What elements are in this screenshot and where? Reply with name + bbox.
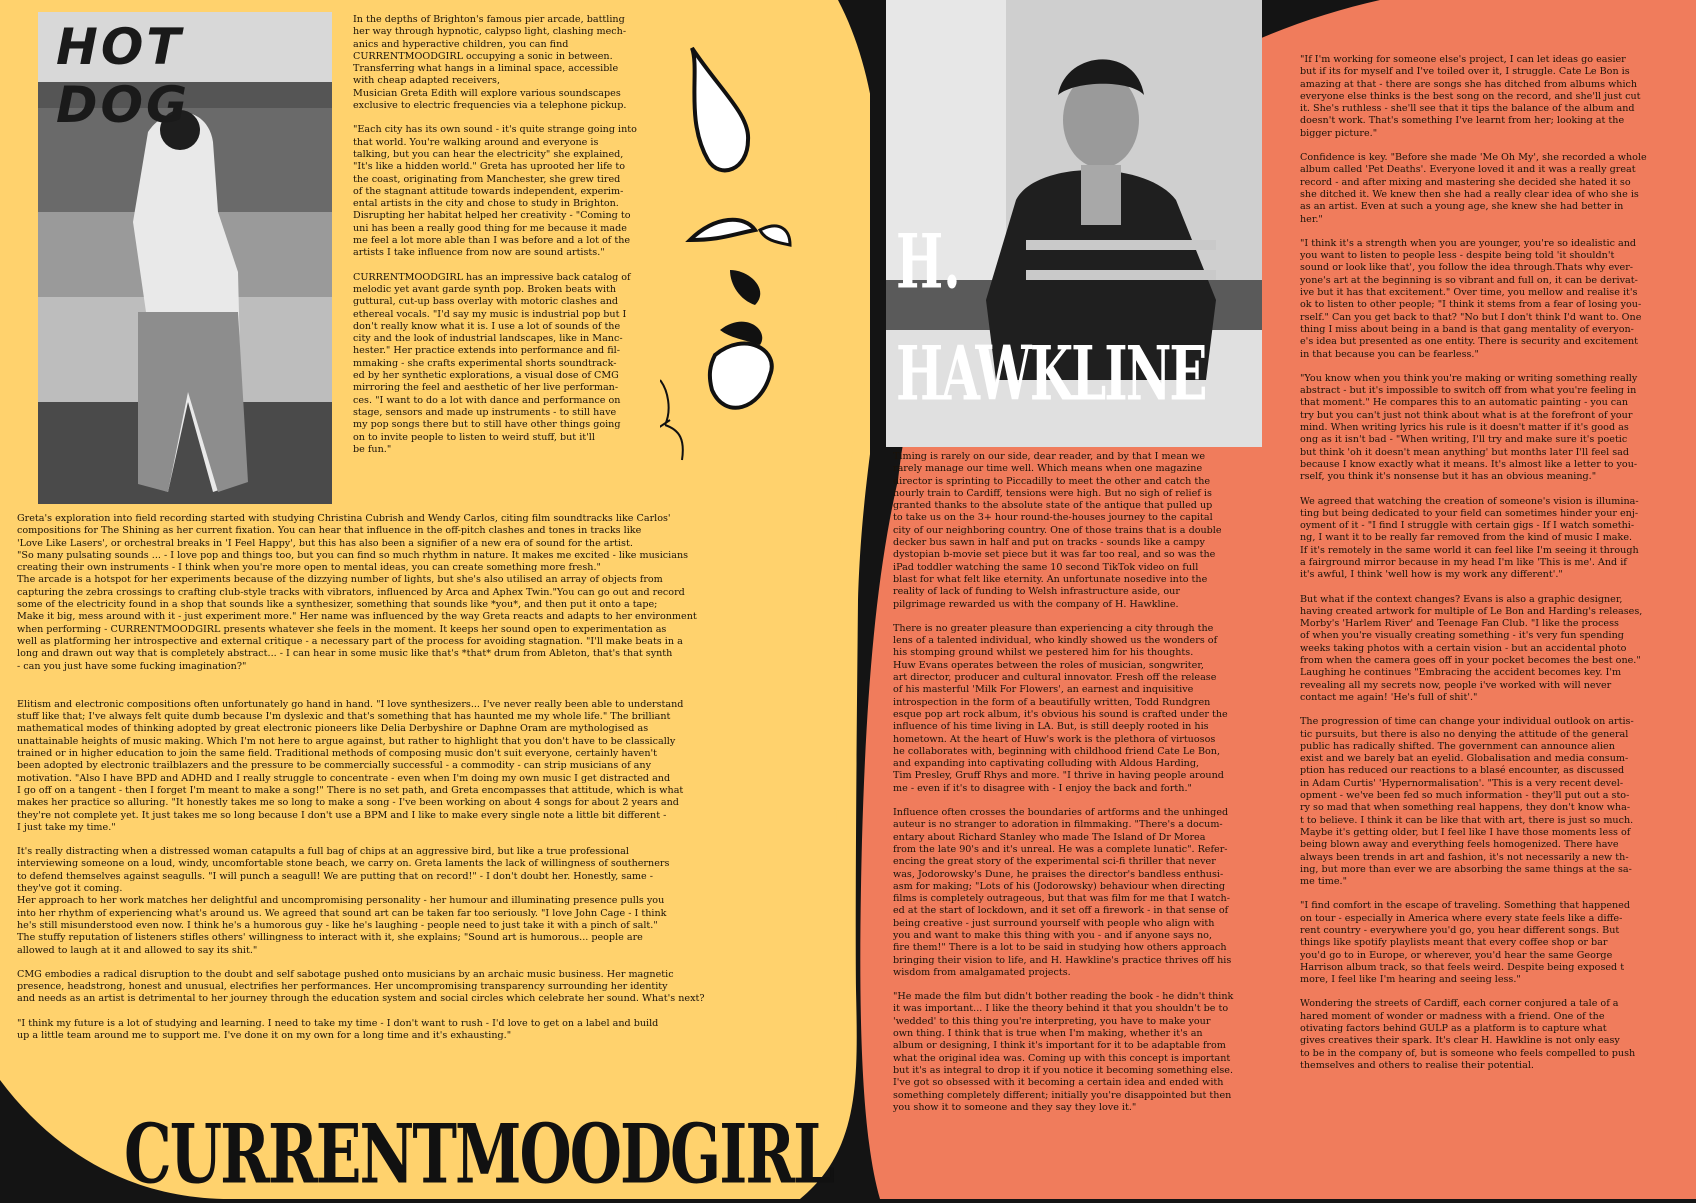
article-title-right-line1: H. xyxy=(896,217,961,306)
body-paragraph: "I think my future is a lot of studying and learning. I need to take my time - I don't want to rush - I'd love to get on a label and build up a little team around me to support me. I've done it on my own for a long time and it's exhausting." xyxy=(17,1017,659,1041)
body-paragraph: Greta's exploration into field recording started with studying Christina Cubrish and Wendy Carlos, citing film soundtracks like Carlos' compositions for The Shining as her current fixation. You can hear that influence in the off-pitch clashes and tones in tracks like 'Love Like Lasers', or orchestral breaks in 'I Feel Happy', but this has also been a signifier of a new era of sound for the artist. "So many pulsating sounds ... - I love pop and things too, but you can find so much rhythm in nature. It makes me excited - like musicians creating their own instruments - I think when you're more open to mental ideas, you can create something more fresh." The arcade is a hotspot for her experiments because of the dizzying number of lights, but she's also utilised an array of objects from capturing the zebra crossings to crafting club-style tracks with vibrators, influenced by Arca and Aphex Twin."You can go out and record some of the electricity found in a shop that sounds like a synthesizer, something that sounds like *you*, and then put it onto a tape; Make it big, mess around with it - just experiment more." Her name was influenced by the way Greta reacts and adapts to her environment when performing - CURRENTMOODGIRL presents whatever she feels in the moment. It keeps her sound open to experimentation as well as platforming her introspective and external critique - a necessary part of the process for avoiding stagnation. "I'll make beats in a long and drawn out way that is completely abstract... - I can hear in some music like that's *that* drum from Ableton, that's that synth - can you just have some fucking imagination?" xyxy=(17,513,697,672)
body-paragraph: There is no greater pleasure than experiencing a city through the lens of a talented individual, who kindly showed us the wonders of his stomping ground whilst we pestered him for his thoughts. Huw Evans operates between the roles of musician, songwriter, art director, producer and cultural innovator. Fresh off the release of his masterful 'Milk For Flowers', an earnest and inquisitive introspection in the form of a beautifully written, Todd Rundgren esque pop art rock album, it's obvious his sound is crafted under the influence of his time living in LA. But, is still deeply rooted in his hometown. At the heart of Huw's work is the plethora of virtuosos he collaborates with, beginning with childhood friend Cate Le Bon, and expanding into captivating colluding with Aldous Harding, Tim Presley, Gruff Rhys and more. "I thrive in having people around me - even if it's to disagree with - I enjoy the back and forth." xyxy=(893,622,1228,794)
body-paragraph: Wondering the streets of Cardiff, each corner conjured a tale of a hared moment of wonder or madness with a friend. One of the otivating factors behind GULP as a platform is to capture what gives creatives their spark. It's clear H. Hawkline is not only easy to be in the company of, but is someone who feels compelled to push themselves and others to realise their potential. xyxy=(1300,998,1636,1071)
face-line-drawing xyxy=(660,30,850,500)
intro-paragraph: CURRENTMOODGIRL has an impressive back catalog of melodic yet avant garde synth pop. Broken beats with guttural, cut-up bass overlay with motoric clashes and ethereal vocals. "I'd say my music is industrial pop but I don't really know what it is. I use a lot of sounds of the city and the look of industrial landscapes, like in Manc- hester." Her practice extends into performance and fil- mmaking - she crafts experimental shorts soundtrack- ed by her synthetic explorations, a visual dose of CMG mirroring the feel and aesthetic of her live performan- ces. "I want to do a lot with dance and performance on stage, sensors and made up instruments - to still have my pop songs there but to still have other things going on to invite people to listen to weird stuff, but it'll be fun." xyxy=(353,271,631,455)
body-paragraph: "You know when you think you're making or writing something really abstract - but it's impossible to switch off from what you're feeling in that moment." He compares this to an automatic painting - you can try but you can't just not think about what is at the forefront of your mind. When writing lyrics his rule is it doesn't matter if it's good as ong as it isn't bad - "When writing, I'll try and make sure it's poetic but think 'oh it doesn't mean anything' but months later I'll feel sad because I know exactly what it means. It's almost like a letter to you- rself, you think it's nonsense but it has an obvious meaning." xyxy=(1300,372,1638,483)
body-paragraph: "I find comfort in the escape of traveling. Something that happened on tour - especially in America where every state feels like a diffe- rent country - everywhere you'd go, you hear different songs. But things like spotify playlists meant that every coffee shop or bar you'd go to in Europe, or wherever, you'd hear the same George Harrison album track, so that feels weird. Despite being exposed t more, I feel like I'm hearing and seeing less." xyxy=(1300,900,1631,986)
intro-column xyxy=(353,14,663,468)
body-paragraph: "He made the film but didn't bother reading the book - he didn't think it was important... I like the theory behind it that you shouldn't be to 'wedded' to this thing you're interpreting, you have to make your own thing. I think that is true when I'm making, whether it's an album or designing, I think it's important for it to be adaptable from what the original idea was. Coming up with this concept is important but it's as integral to drop it if you notice it becoming something else. I've got so obsessed with it becoming a certain idea and ended with something completely different; initially you're disappointed but then you show it to someone and they say they love it." xyxy=(893,991,1234,1113)
intro-paragraph: "Each city has its own sound - it's quite strange going into that world. You're walking around and everyone is talking, but you can hear the electricity" she explained, "It's like a hidden world." Greta has uprooted her life to the coast, originating from Manchester, she grew tired of the stagnant attitude towards independent, experim- ental artists in the city and chose to study in Brighton. Disrupting her habitat helped her creativity - "Coming to uni has been a really good thing for me because it made me feel a lot more able than I was before and a lot of the artists I take influence from now are sound artists." xyxy=(353,124,637,259)
article-title-left: CURRENTMOODGIRL xyxy=(124,1108,834,1203)
body-paragraph: Elitism and electronic compositions often unfortunately go hand in hand. "I love synthesizers... I've never really been able to understand stuff like that; I've always felt quite dumb because I'm dyslexic and that's something that has haunted me my whole life." The brilliant mathematical modes of thinking adopted by great electronic pioneers like Delia Derbyshire or Daphne Oram are mythologised as unattainable heights of music making. Which I'm not here to argue against, but rather to highlight that you don't have to be classically trained or in higher education to join the same field. Traditional methods of composing music don't suit everyone, certainly haven't been adopted by electronic trailblazers and the pressure to be commercially successful - a commodity - can strip musicians of any motivation. "Also I have BPD and ADHD and I really struggle to concentrate - even when I'm doing my own music I get distracted and I go off on a tangent - then I forget I'm meant to make a song!" There is no set path, and Greta encompasses that attitude, which is what makes her practice so alluring. "It honestly takes me so long to make a song - I've been working on about 4 songs for about 2 years and they're not complete yet. It just takes me so long because I don't use a BPM and I like to make every single note a little bit different - I just take my time." xyxy=(17,698,684,833)
body-column xyxy=(17,513,827,1054)
body-paragraph: It's really distracting when a distressed woman catapults a full bag of chips at an aggressive bird, but like a true professional interviewing someone on a loud, windy, uncomfortable stone beach, we carry on. Greta laments the lack of willingness of southerners to defend themselves against seagulls. "I will punch a seagull! We are putting that on record!" - I don't doubt her. Honestly, same - they've got it coming. Her approach to her work matches her delightful and uncompromising personality - her humour and illuminating presence pulls you into her rhythm of experiencing what's around us. We agreed that sound art can be taken far too seriously. "I love John Cage - I think he's still misunderstood even now. I think he's a humorous guy - like he's laughing - people need to just take it with a pinch of salt." The stuffy reputation of listeners stifles others' willingness to interact with it, she explains; "Sound art is humorous... people are allowed to laugh at it and allowed to say its shit." xyxy=(17,846,670,956)
body-paragraph: "If I'm working for someone else's project, I can let ideas go easier but if its for myself and I've toiled over it, I struggle. Cate Le Bon is amazing at that - there are songs she has ditched from albums which everyone else thinks is the best song on the record, and she'll just cut it. She's ruthless - she'll see that it tips the balance of the album and doesn't work. That's something I've learnt from her; looking at the bigger picture." xyxy=(1300,54,1641,139)
body-paragraph: Influence often crosses the boundaries of artforms and the unhinged auteur is no stranger to adoration in filmmaking. "There's a docum- entary about Richard Stanley who made The Island of Dr Morea from the late 90's and it's unreal. He was a complete lunatic". Refer- encing the great story of the experimental sci-fi thriller that never was, Jodorowsky's Dune, he praises the director's bandless enthusi- asm for making; "Lots of his (Jodorowsky) behaviour when directing films is completely outrageous, but that was film for me that I watch- ed at the start of lockdown, and it set off a firework - in that sense of being creative - just surround yourself with people who align with you and want to make this thing with you - and if anyone says no, fire them!" There is a lot to be said in studying how others approach bringing their vision to life, and H. Hawkline's practice thrives off his wisdom from amalgamated projects. xyxy=(893,807,1232,978)
body-paragraph: But what if the context changes? Evans is also a graphic designer, having created artwork for multiple of Le Bon and Harding's releases, Morby's 'Harlem River' and Teenage Fan Club. "I like the process of when you're visually creating something - it's very fun spending weeks taking photos with a certain vision - but an accidental photo from when the camera goes off in your pocket becomes the best one." Laughing he continues "Embracing the accident becomes key. I'm revealing all my secrets now, people i've worked with will never contact me again! 'He's full of shit'." xyxy=(1300,593,1643,703)
hot-dog-sign: HOT DOG xyxy=(56,18,191,134)
body-paragraph: We agreed that watching the creation of someone's vision is illumina- ting but being dedicated to your field can sometimes hinder your enj- oyment of it - "I find I struggle with certain gigs - If I watch somethi- ng, I want it to be really far removed from the kind of music I make. If it's remotely in the same world it can feel like I'm seeing it through a fairground mirror because in my head I'm like 'This is me'. And if it's awful, I think 'well how is my work any different'." xyxy=(1300,495,1639,581)
article-title-right-line2: HAWKLINE xyxy=(896,329,1206,418)
body-paragraph: Confidence is key. "Before she made 'Me Oh My', she recorded a whole album called 'Pet Deaths'. Everyone loved it and it was a really great record - and after mixing and mastering she decided she hated it so she ditched it. We knew then she had a really clear idea of who she is as an artist. Even at such a young age, she knew she had better in her." xyxy=(1300,152,1647,225)
hawkline-column-2 xyxy=(1300,54,1692,1084)
body-paragraph: "I think it's a strength when you are younger, you're so idealistic and you want to listen to people less - despite being told 'it shouldn't sound or look like that', you follow the idea through.Thats why ever- yone's art at the beginning is so vibrant and full on, it can be derivat- ive but it has that excitement." Over time, you mellow and realise it's ok to listen to other people; "I think it stems from a fear of losing you- rself." Can you get back to that? "No but I don't think I'd want to. One thing I miss about being in a band is that gang mentality of everyon- e's idea but presented as one entity. There is security and excitement in that because you can be fearless." xyxy=(1300,237,1642,360)
arcade-photo xyxy=(38,12,332,504)
intro-paragraph: In the depths of Brighton's famous pier arcade, battling her way through hypnotic, calypso light, clashing mech- anics and hyperactive children, you can find CURRENTMOODGIRL occupying a sonic in between. Transferring what hangs in a liminal space, accessible with cheap adapted receivers, Musician Greta Edith will explore various soundscapes exclusive to electric frequencies via a telephone pickup. xyxy=(353,14,627,112)
body-paragraph: CMG embodies a radical disruption to the doubt and self sabotage pushed onto musicians by an archaic music business. Her magnetic presence, headstrong, honest and unusual, electrifies her performances. Her uncompromising transparency surrounding her identity and needs as an artist is detrimental to her journey through the education system and social circles which celebrate her sound. What's next? xyxy=(17,968,705,1005)
body-paragraph: Timing is rarely on our side, dear reader, and by that I mean we rarely manage our time well. Which means when one magazine director is sprinting to Piccadilly to meet the other and catch the hourly train to Cardiff, tensions were high. But no sigh of relief is granted thanks to the absolute state of the antique that pulled up to take us on the 3+ hour round-the-houses journey to the capital city of our neighboring country. One of those trains that is a double decker bus sawn in half and put on tracks - sounds like a campy dystopian b-movie set piece but it was far too real, and so was the iPad toddler watching the same 10 second TikTok video on full blast for what felt like eternity. An unfortunate nosedive into the reality of lack of funding to Welsh infrastructure aside, our pilgrimage rewarded us with the company of H. Hawkline. xyxy=(893,451,1222,610)
body-paragraph: The progression of time can change your individual outlook on artis- tic pursuits, but there is also no denying the attitude of the general public has radically shifted. The government can announce alien exist and we barely bat an eyelid. Globalisation and media consum- ption has reduced our reactions to a blasé encounter, as discussed in Adam Curtis' 'Hypernormalisation'. "This is a very recent devel- opment - we've been fed so much information - they'll put out a sto- ry so mad that when something real happens, they don't know wha- t to believe. I think it can be like that with art, there is just so much. Maybe it's getting older, but I feel like I have those moments less of being blown away and everything feels homogenized. There have always been trends in art and fashion, it's not necessarily a new th- ing, but more than ever we are absorbing the same things at the sa- me time." xyxy=(1300,716,1634,888)
hawkline-column-1 xyxy=(893,451,1293,1126)
